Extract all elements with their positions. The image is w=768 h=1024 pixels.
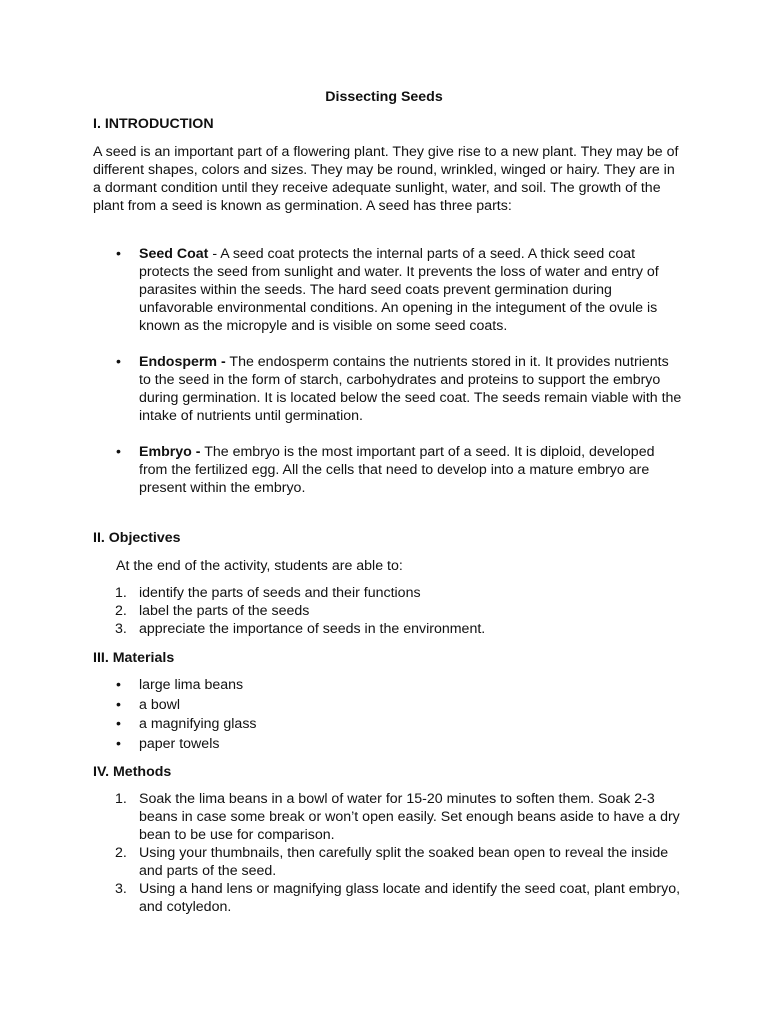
material-text: a magnifying glass: [139, 716, 257, 732]
objective-item: [93, 602, 683, 620]
objectives-list: [93, 584, 683, 638]
method-text: Using your thumbnails, then carefully split the soaked bean open to reveal the inside and parts of the seed.: [139, 845, 669, 879]
item-number: 3.: [115, 881, 127, 897]
objectives-heading: II. Objectives: [93, 530, 181, 546]
definition-endosperm: The endosperm contains the nutrients stored in it. It provides nutrients to the seed in the form of starch, carbohydrates and proteins to support the embryo during germination. It is located below the seed coat. The seeds remain viable with the intake of nutrients until germination.: [139, 354, 682, 424]
bullet-icon: •: [116, 677, 121, 693]
material-item: [93, 676, 683, 696]
methods-list: [93, 790, 683, 916]
method-step: [93, 790, 683, 844]
item-number: 3.: [115, 621, 127, 637]
list-item-seed-coat: [93, 245, 683, 335]
item-number: 2.: [115, 603, 127, 619]
material-item: [93, 735, 683, 755]
list-item-endosperm: [93, 353, 683, 425]
bullet-icon: •: [116, 354, 121, 370]
bullet-icon: •: [116, 735, 121, 752]
item-number: 1.: [115, 791, 127, 807]
intro-heading: I. INTRODUCTION: [93, 116, 214, 132]
material-text: large lima beans: [139, 677, 244, 693]
materials-heading: III. Materials: [93, 650, 175, 666]
method-text: Soak the lima beans in a bowl of water for 15-20 minutes to soften them. Soak 2-3 beans in case some break or won’t open easily. Set enough beans aside to have a dry bean to be use for comparison.: [139, 791, 680, 843]
method-step: [93, 880, 683, 916]
item-number: 1.: [115, 585, 127, 601]
term-seed-coat: Seed Coat: [139, 246, 209, 262]
objectives-lead: At the end of the activity, students are able to:: [116, 558, 403, 574]
bullet-icon: •: [116, 696, 121, 713]
item-number: 2.: [115, 845, 127, 861]
methods-heading: IV. Methods: [93, 764, 172, 780]
list-item-embryo: [93, 443, 683, 497]
term-endosperm: Endosperm -: [139, 354, 226, 370]
objective-item: [93, 620, 683, 638]
term-separator: -: [208, 246, 221, 262]
definition-seed-coat: A seed coat protects the internal parts of a seed. A thick seed coat protects the seed from sunlight and water. It prevents the loss of water and entry of parasites within the seeds. The hard seed coats prevent germination during unfavorable environmental conditions. An opening in the integument of the ovule is known as the micropyle and is visible on some seed coats.: [139, 246, 659, 334]
definition-embryo: The embryo is the most important part of a seed. It is diploid, developed from the fertilized egg. All the cells that need to develop into a mature embryo are present within the embryo.: [139, 444, 655, 496]
bullet-icon: •: [116, 444, 121, 460]
material-text: a bowl: [139, 696, 181, 713]
material-item: [93, 696, 683, 716]
method-step: [93, 844, 683, 880]
seed-parts-list: [93, 245, 683, 497]
term-embryo: Embryo -: [139, 444, 201, 460]
intro-paragraph: A seed is an important part of a flowering plant. They give rise to a new plant. They may be of different shapes, colors and sizes. They may be round, wrinkled, winged or hairy. They are in a dormant condition until they receive adequate sunlight, water, and soil. The growth of the plant from a seed is known as germination. A seed has three parts:: [93, 144, 679, 214]
method-text: Using a hand lens or magnifying glass locate and identify the seed coat, plant embryo, and cotyledon.: [139, 881, 681, 915]
objective-text: label the parts of the seeds: [139, 603, 310, 619]
material-text: paper towels: [139, 735, 220, 752]
objective-text: identify the parts of seeds and their functions: [139, 585, 421, 601]
document-title: Dissecting Seeds: [325, 89, 443, 105]
objective-text: appreciate the importance of seeds in the environment.: [139, 621, 486, 637]
objective-item: [93, 584, 683, 602]
material-item: [93, 715, 683, 735]
bullet-icon: •: [116, 246, 121, 262]
bullet-icon: •: [116, 716, 121, 732]
materials-list: [93, 676, 683, 754]
